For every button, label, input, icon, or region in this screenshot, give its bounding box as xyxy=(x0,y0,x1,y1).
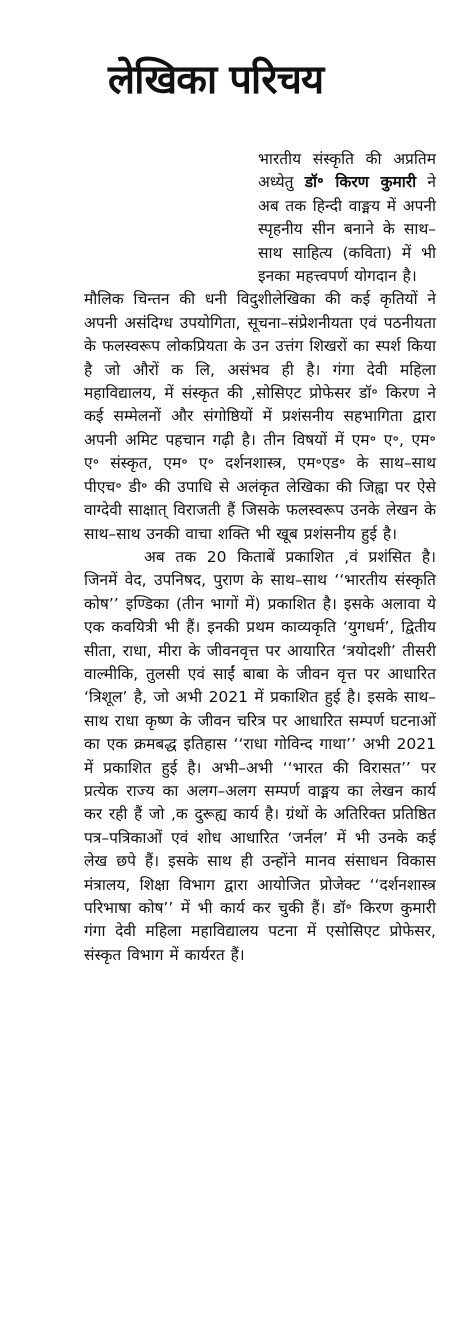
bio-paragraph-2: अब तक 20 किताबें प्रकाशित ,वं प्रशंसित है। जिनमें वेद, उपनिषद, पुराण के साथ–साथ ‘‘भारतीय संस्कृति कोष’’ इण्डिका (तीन भागों में) प्रकाशित है। इसके अलावा ये एक कवयित्री भी हैं। इनकी प्रथम काव्यकृति ‘युगधर्म’, द्वितीय सीता, राधा, मीरा के जीवनवृत्त पर आयारित ‘त्रयोदशी’ तीसरी वाल्मीकि, तुलसी एवं साईं बाबा के जीवन वृत्त पर आधारित ‘त्रिशूल’ है, जो अभी 2021 में प्रकाशित हुई है। इसके साथ–साथ राधा कृष्ण के जीवन चरित्र पर आधारित सम्पर्ण घटनाओं का एक क्रमबद्ध इतिहास ‘‘राधा गोविन्द गाथा’’ अभी 2021 में प्रकाशित हुई है। अभी–अभी ‘‘भारत की विरासत’’ पर प्रत्येक राज्य का अलग–अलग सम्पर्ण वाङ्मय का लेखन कार्य कर रही हैं जो ,क दुरूह्य कार्य है। ग्रंथों के अतिरिक्त प्रतिष्ठित पत्र–पत्रिकाओं एवं शोध आधारित ‘जर्नल’ में भी उनके कई लेख छपे हैं। इसके साथ ही उन्होंने मानव संसाधन विकास मंत्रालय, शिक्षा विभाग द्वारा आयोजित प्रोजेक्ट ‘‘दर्शनशास्त्र परिभाषा कोष’’ में भी कार्य कर चुकी हैं। डॉ॰ किरण कुमारी गंगा देवी महिला महाविद्यालय पटना में एसोसिएट प्रोफेसर, संस्कृत विभाग में कार्यरत हैं। xyxy=(84,547,436,964)
intro-paragraph xyxy=(242,148,436,288)
article-body xyxy=(84,148,436,967)
intro-text-end: ने अब तक हिन्दी वाङ्मय में अपनी स्पृहनीय सीन बनाने के साथ–साथ साहित्य (कविता) में भी इनका महत्त्वपर्ण योगदान है। xyxy=(258,173,436,286)
intro-block xyxy=(242,148,436,288)
article-title: लेखिका परिचय xyxy=(108,57,324,103)
author-name: डॉ॰ किरण कुमारी xyxy=(304,173,417,192)
bio-paragraph-1: मौलिक चिन्तन की धनी विदुशीलेखिका की कई कृतियों ने अपनी असंदिग्ध उपयोगिता, सूचना–संप्रेशनीयता एवं पठनीयता के फलस्वरूप लोकप्रियता के उन उत्तंग शिखरों का स्पर्श किया है जो औरों क लि, असंभव ही है। गंगा देवी महिला महाविद्यालय, में संस्कृत की ,सोसिएट प्रोफेसर डॉ॰ किरण ने कई सम्मेलनों और संगोष्ठियों में प्रशंसनीय सहभागिता द्वारा अपनी अमिट पहचान गढ़ी है। तीन विषयों में एम॰ ए॰, एम॰ ए॰ संस्कृत, एम॰ ए॰ दर्शनशास्त्र, एम॰एड॰ के साथ–साथ पीएच॰ डी॰ की उपाधि से अलंकृत लेखिका की जिह्वा पर ऐसे वाग्देवी साक्षात् विराजती हैं जिसके फलस्वरूप उनके लेखन के साथ–साथ उनकी वाचा शक्ति भी खूब प्रशंसनीय हुई है। xyxy=(84,290,436,543)
intro-text-start: भारतीय संस्कृति की अप्रतिम अध्येतु xyxy=(258,150,436,192)
